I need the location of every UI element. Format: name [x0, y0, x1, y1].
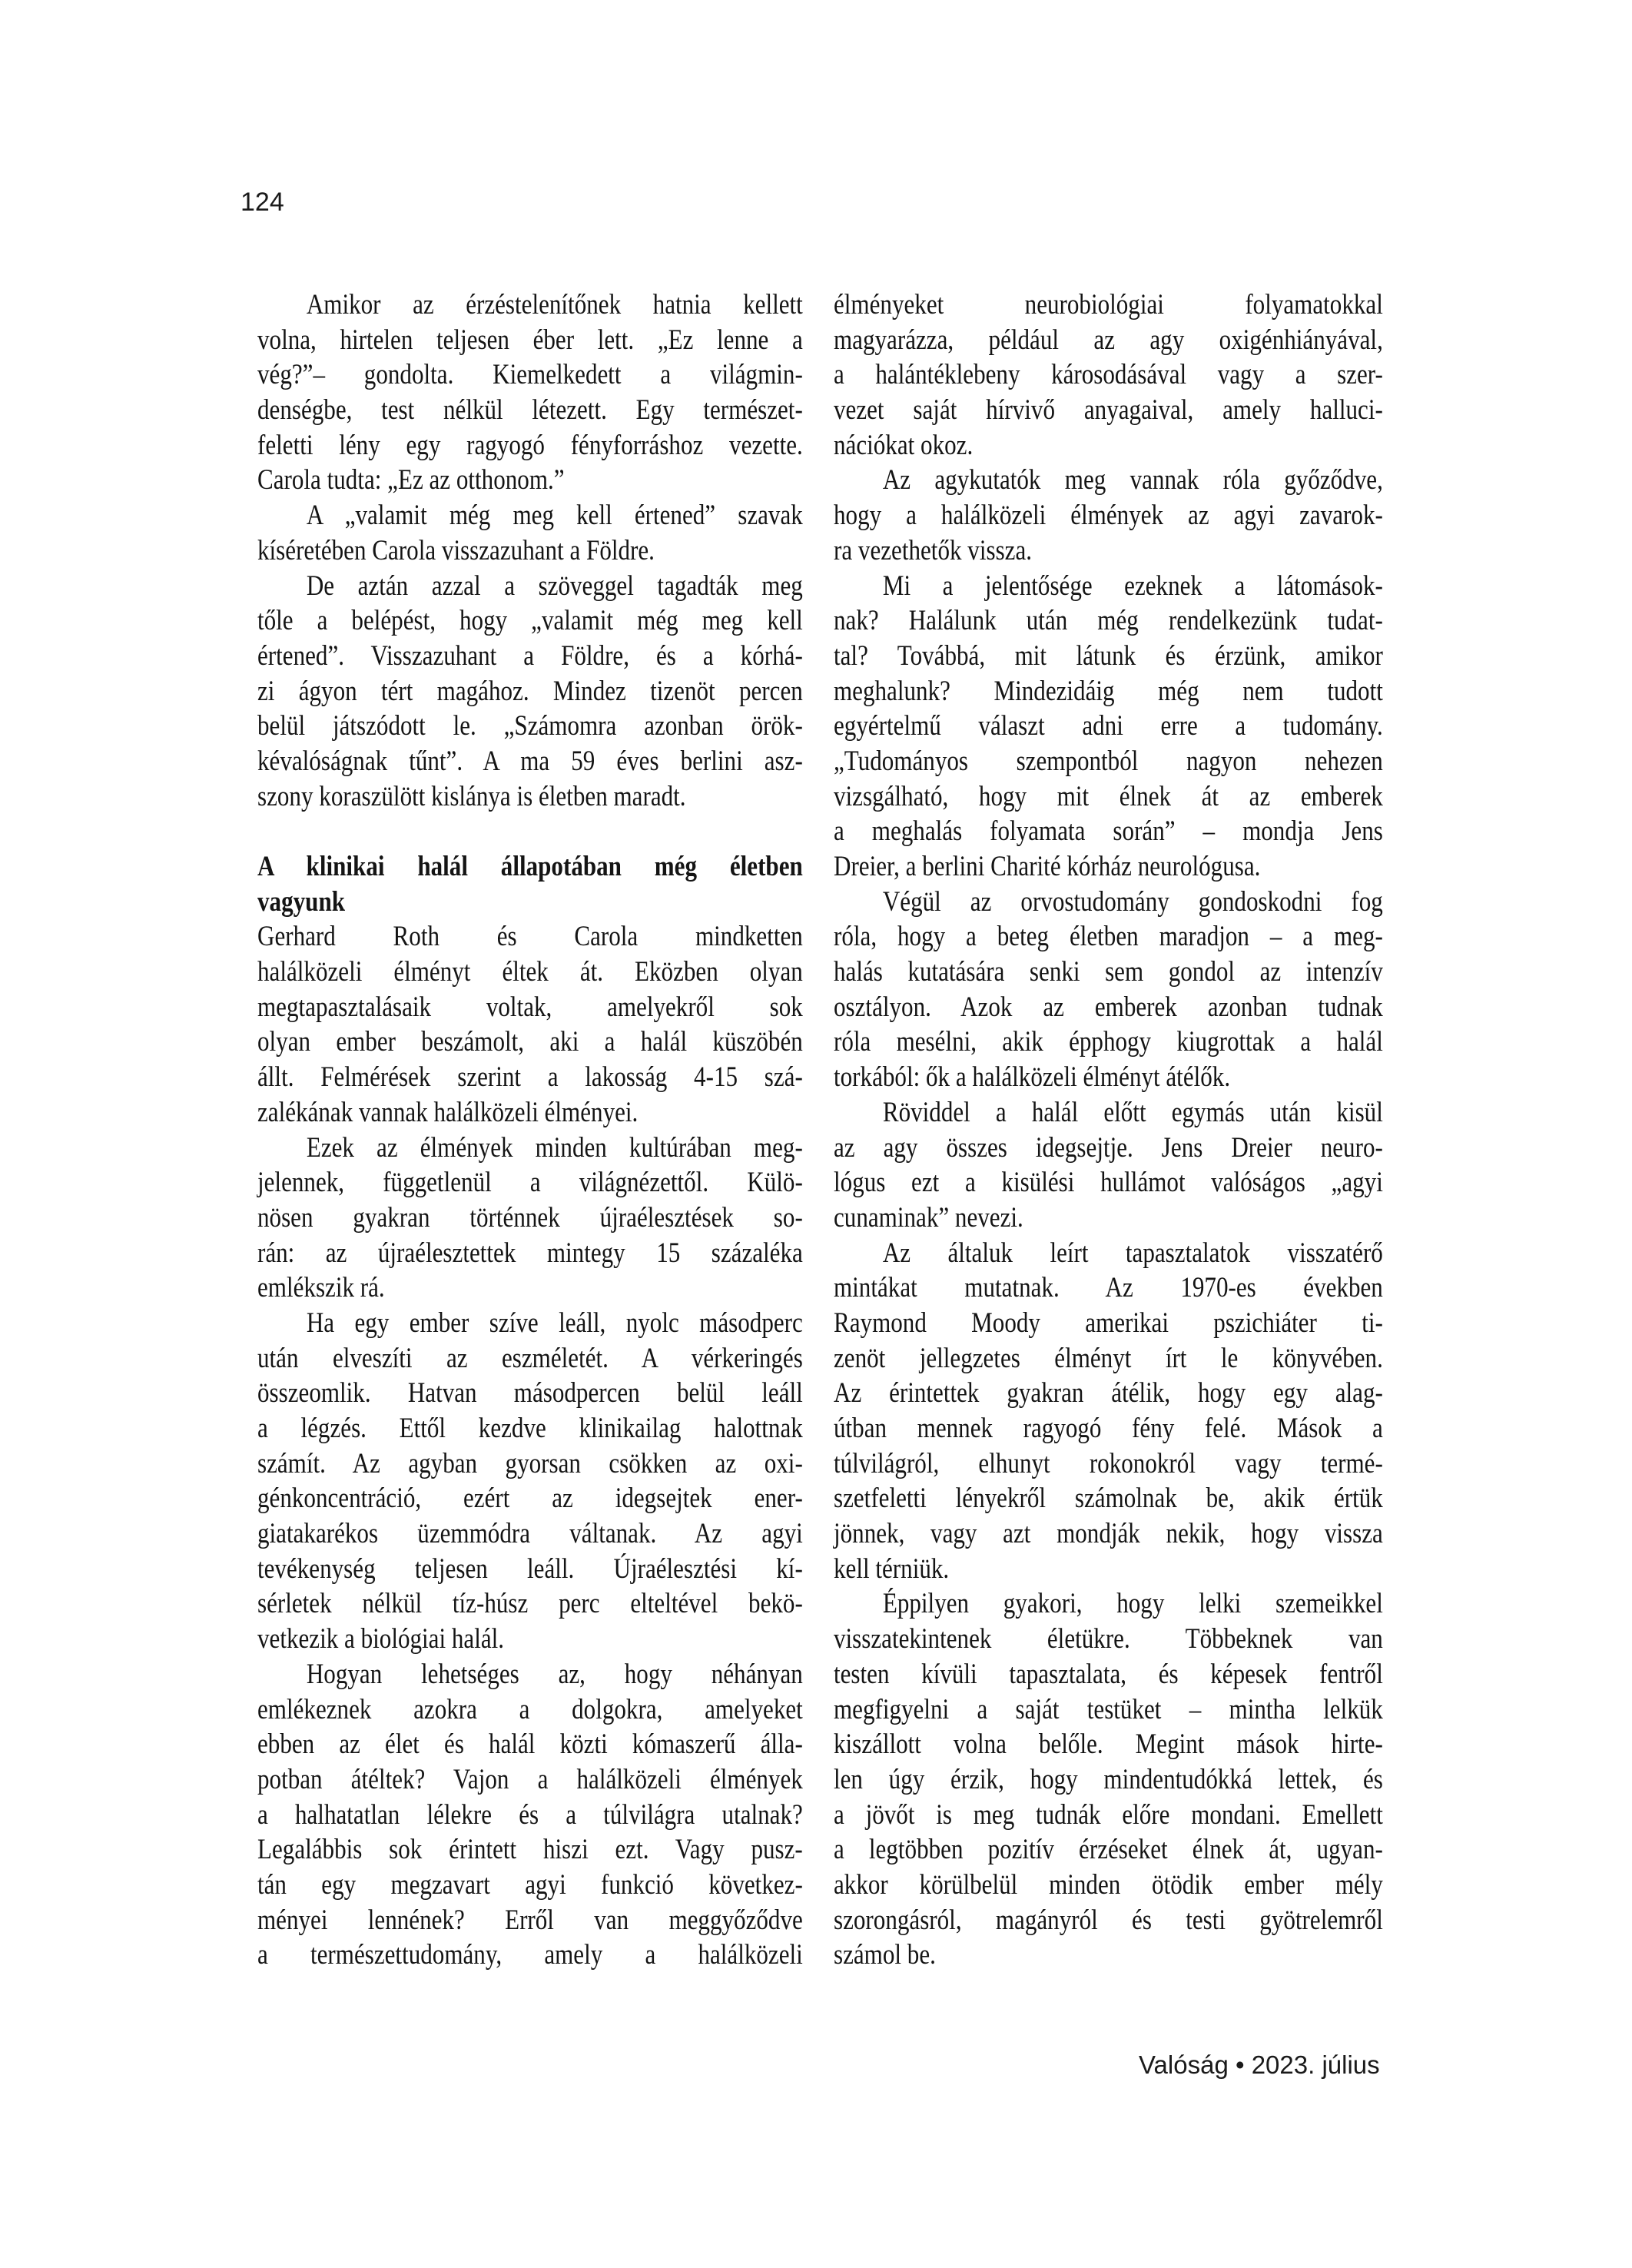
text-line: testen kívüli tapasztalata, és képesek fentről — [834, 1658, 1383, 1690]
text-line: A „valamit még meg kell értened” szavak — [306, 500, 803, 532]
text-line: halálközeli élményt éltek át. Eközben olyan — [257, 956, 803, 988]
text-line: a halhatatlan lélekre és a túlvilágra utalnak? — [257, 1798, 803, 1831]
text-line: zalékának vannak halálközeli élményei. — [257, 1096, 639, 1128]
text-line: a legtöbben pozitív érzéseket élnek át, ugyan- — [834, 1834, 1383, 1866]
text-line: túlvilágról, elhunyt rokonokról vagy termé- — [834, 1447, 1383, 1479]
text-line: megtapasztalásaik voltak, amelyekről sok — [257, 991, 803, 1023]
text-line: vég?”– gondolta. Kiemelkedett a világmin- — [257, 359, 803, 391]
text-line: a meghalás folyamata során” – mondja Jens — [834, 815, 1383, 848]
text-line: magyarázza, például az agy oxigénhiányával, — [834, 324, 1383, 356]
text-line: Röviddel a halál előtt egymás után kisül — [882, 1096, 1383, 1128]
text-line: vetkezik a biológiai halál. — [257, 1623, 505, 1655]
text-line: megfigyelni a saját testüket – mintha lelkük — [834, 1693, 1383, 1725]
text-line: tal? Továbbá, mit látunk és érzünk, amikor — [834, 639, 1383, 672]
section-heading-line: A klinikai halál állapotában még életben — [257, 851, 803, 882]
text-line: belül játszódott le. „Számomra azonban örök- — [257, 710, 803, 742]
text-line: emlékszik rá. — [257, 1272, 385, 1304]
text-line: számol be. — [834, 1939, 936, 1971]
text-line: kíséretében Carola visszazuhant a Földre. — [257, 534, 655, 566]
text-line: Dreier, a berlini Charité kórház neurológusa. — [834, 851, 1261, 882]
text-line: rán: az újraélesztettek mintegy 15 százaléka — [257, 1237, 803, 1269]
text-line: lógus ezt a kisülési hullámot valóságos „agyi — [834, 1167, 1383, 1199]
text-line: összeomlik. Hatvan másodpercen belül leáll — [257, 1377, 803, 1410]
text-line: visszatekintenek életükre. Többeknek van — [834, 1623, 1383, 1655]
text-line: számít. Az agyban gyorsan csökken az oxi- — [257, 1447, 803, 1479]
text-line: Végül az orvostudomány gondoskodni fog — [882, 885, 1383, 918]
text-line: róla, hogy a beteg életben maradjon – a meg- — [834, 921, 1383, 953]
text-line: a jövőt is meg tudnák előre mondani. Emellett — [834, 1798, 1383, 1831]
text-line: ra vezethetők vissza. — [834, 534, 1033, 566]
text-line: a légzés. Ettől kezdve klinikailag halottnak — [257, 1413, 803, 1444]
text-line: róla mesélni, akik épphogy kiugrottak a halál — [834, 1026, 1383, 1058]
text-line: tevékenység teljesen leáll. Újraélesztési kí- — [257, 1552, 803, 1585]
text-line: állt. Felmérések szerint a lakosság 4-15 szá- — [257, 1061, 803, 1094]
text-line: nösen gyakran történnek újraélesztések so- — [257, 1201, 803, 1234]
text-line: útban mennek ragyogó fény felé. Mások a — [834, 1413, 1383, 1444]
text-line: ményei lennének? Erről van meggyőződve — [257, 1904, 803, 1936]
text-line: Ezek az élmények minden kultúrában meg- — [306, 1131, 803, 1164]
text-line: Mi a jelentősége ezeknek a látomások- — [882, 569, 1383, 602]
text-line: szorongásról, magányról és testi gyötrelemről — [834, 1904, 1383, 1936]
text-line: giatakarékos üzemmódra váltanak. Az agyi — [257, 1518, 803, 1550]
text-line: Az érintettek gyakran átélik, hogy egy alag- — [834, 1377, 1383, 1410]
text-line: Gerhard Roth és Carola mindketten — [257, 921, 803, 953]
text-line: meghalunk? Mindezidáig még nem tudott — [834, 675, 1383, 707]
text-line: Az általuk leírt tapasztalatok visszatérő — [882, 1237, 1383, 1269]
text-line: vizsgálható, hogy mit élnek át az emberek — [834, 780, 1383, 812]
text-line: nak? Halálunk után még rendelkezünk tudat- — [834, 605, 1383, 637]
text-line: egyértelmű választ adni erre a tudomány. — [834, 710, 1383, 742]
article-column-left — [257, 287, 803, 1973]
text-line: nációkat okoz. — [834, 429, 974, 461]
text-line: cunaminak” nevezi. — [834, 1201, 1023, 1234]
text-line: értened”. Visszazuhant a Földre, és a kórhá- — [257, 639, 803, 672]
text-line: feletti lény egy ragyogó fényforráshoz vezette. — [257, 429, 803, 461]
text-line: emlékeznek azokra a dolgokra, amelyeket — [257, 1693, 803, 1725]
text-line: tán egy megzavart agyi funkció következ- — [257, 1868, 803, 1901]
spacer — [257, 814, 803, 849]
text-line: Carola tudta: „Ez az otthonom.” — [257, 464, 565, 496]
text-line: szetfeletti lényekről számolnak be, akik értük — [834, 1483, 1383, 1515]
text-line: szony koraszülött kislánya is életben maradt. — [257, 780, 686, 812]
text-line: Ha egy ember szíve leáll, nyolc másodperc — [306, 1307, 803, 1339]
text-line: hogy a halálközeli élmények az agyi zavarok- — [834, 500, 1383, 532]
text-line: potban átéltek? Vajon a halálközeli élmények — [257, 1763, 803, 1795]
text-line: génkoncentráció, ezért az idegsejtek ener- — [257, 1483, 803, 1515]
text-line: élményeket neurobiológiai folyamatokkal — [834, 289, 1383, 320]
text-line: De aztán azzal a szöveggel tagadták meg — [306, 569, 803, 602]
text-line: tőle a belépést, hogy „valamit még meg kell — [257, 605, 803, 637]
text-line: jelennek, függetlenül a világnézettől. Külö- — [257, 1167, 803, 1199]
text-line: osztályon. Azok az emberek azonban tudnak — [834, 991, 1383, 1023]
text-line: ebben az élet és halál közti kómaszerű álla- — [257, 1728, 803, 1761]
text-line: kell térniük. — [834, 1552, 950, 1585]
text-line: jönnek, vagy azt mondják nekik, hogy vissza — [834, 1518, 1383, 1550]
article-column-right — [834, 287, 1383, 1973]
text-line: mintákat mutatnak. Az 1970-es években — [834, 1272, 1383, 1304]
text-line: Raymond Moody amerikai pszichiáter ti- — [834, 1307, 1383, 1339]
text-line: Hogyan lehetséges az, hogy néhányan — [306, 1658, 803, 1690]
text-line: a természettudomány, amely a halálközeli — [257, 1939, 803, 1971]
text-line: akkor körülbelül minden ötödik ember mély — [834, 1868, 1383, 1901]
text-line: volna, hirtelen teljesen éber lett. „Ez lenne a — [257, 324, 803, 356]
text-line: halás kutatására senki sem gondol az intenzív — [834, 956, 1383, 988]
text-line: sérletek nélkül tíz-húsz perc elteltével bekö- — [257, 1588, 803, 1620]
text-line: denségbe, test nélkül létezett. Egy természet- — [257, 394, 803, 427]
text-line: zi ágyon tért magához. Mindez tizenöt percen — [257, 675, 803, 707]
text-line: olyan ember beszámolt, aki a halál küszöbén — [257, 1026, 803, 1058]
text-line: Az agykutatók meg vannak róla győződve, — [882, 464, 1383, 496]
text-line: „Tudományos szempontból nagyon nehezen — [834, 745, 1383, 777]
running-footer: Valóság • 2023. július — [1139, 2050, 1380, 2079]
text-line: Legalábbis sok érintett hiszi ezt. Vagy pusz- — [257, 1834, 803, 1866]
text-line: az agy összes idegsejtje. Jens Dreier neuro- — [834, 1131, 1383, 1164]
text-line: a halántéklebeny károsodásával vagy a szer- — [834, 359, 1383, 391]
text-line: kiszállott volna belőle. Megint mások hirte- — [834, 1728, 1383, 1761]
page-number: 124 — [240, 188, 284, 217]
text-line: után elveszíti az eszméletét. A vérkeringés — [257, 1342, 803, 1374]
section-heading-line: vagyunk — [257, 885, 346, 918]
text-line: Éppilyen gyakori, hogy lelki szemeikkel — [882, 1588, 1383, 1620]
text-line: len úgy érzik, hogy mindentudókká lettek, és — [834, 1763, 1383, 1795]
text-line: vezet saját hírvivő anyagaival, amely halluci- — [834, 394, 1383, 427]
text-line: zenöt jellegzetes élményt írt le könyvében. — [834, 1342, 1383, 1374]
text-line: kévalóságnak tűnt”. A ma 59 éves berlini asz- — [257, 745, 803, 777]
text-line: Amikor az érzéstelenítőnek hatnia kellett — [306, 289, 803, 320]
text-line: torkából: ők a halálközeli élményt átélők. — [834, 1061, 1231, 1094]
